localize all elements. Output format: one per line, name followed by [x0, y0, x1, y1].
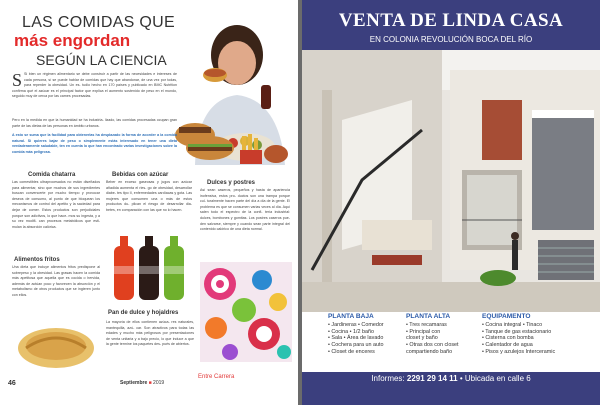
planta-baja-item: • Closet de enceres: [328, 348, 375, 355]
equipamento-item: • Cocina integral • Tinaco: [482, 321, 543, 328]
soda-bottles-image: [106, 232, 192, 302]
paragraph-bebidas: Beber en exceso gaseosas y jugos con azúcar añadida aumenta el ries- go de obesidad, desarrollar diabe- tes tipo II, enfermedades cardíacas y gota. Las mujeres que consumen una o más de estos productos du- plican el riesgo de desarrollar dia- betes, en comparación con las que no lo hacen.: [106, 180, 192, 212]
equipamento-item: • Calentador de agua: [482, 342, 533, 349]
planta-alta-item: • Otras dos con closet: [406, 342, 459, 349]
planta-baja-item: • Jardineras • Comedor: [328, 321, 384, 328]
intro-paragraph-2: Pero en la medida en que la humanidad se ha industria- lizado, las comidas procesadas ocupan gran parte de las dietas de las personas en ámbito urbanos.: [12, 118, 177, 128]
contact-phone: 2291 29 14 11: [406, 374, 458, 383]
title-line-2: más engordan: [14, 31, 131, 50]
page-number: 46: [8, 380, 16, 387]
magazine-logo: Entre Carrera: [198, 374, 235, 380]
heading-comida-chatarra: Comida chatarra: [28, 172, 76, 178]
features-panel: [302, 312, 600, 372]
planta-baja-heading: PLANTA BAJA: [328, 313, 374, 320]
planta-baja-item: • Cocina • 1/2 baño: [328, 328, 375, 335]
planta-baja-block: [328, 314, 384, 356]
equipamento-heading: EQUIPAMENTO: [482, 313, 531, 320]
ad-subtitle: EN COLONIA REVOLUCIÓN BOCA DEL RÍO: [369, 35, 533, 44]
planta-alta-heading: PLANTA ALTA: [406, 313, 451, 320]
planta-alta-item: compartiendo baño: [406, 348, 453, 355]
paragraph-dulces: Así sean caseros, pequeños y hasta de apariencia inofensiva, estos pro- ductos son una trampa porque cul- turalmente hacen parte del día a día de la gente. El problema es que se consumen varias veces al día. Aquí salen todo el espectro de la confi- tería industrial: dulces, bombones y gomitas. Los postres caseros pue- den salvarse, siempre y cuando sean parte integral del contenido calórico de una dieta normal.: [200, 188, 290, 232]
footer-date: Septiembre ■ 2019: [120, 380, 165, 386]
equipamento-block: [482, 314, 555, 356]
burger-fries-image: [180, 130, 290, 165]
equipamento-item: • Pisos y azulejos Interceramic: [482, 348, 556, 355]
heading-alimentos-fritos: Alimentos fritos: [14, 257, 60, 263]
fried-food-image: [12, 318, 100, 373]
ad-title: VENTA DE LINDA CASA: [338, 10, 564, 31]
candies-image: [200, 262, 292, 362]
paragraph-fritos: Una dieta que incluye alimentos fritos predispone al sobrepeso y la obesidad. Las grasas hacen la comida más apetitosa que aquella que es cocida o hervida, además de actúan poco y favorecen la absorción y el metabolismo de otros productos que se ingieren junto con ellos.: [12, 265, 100, 297]
heading-pan-dulce: Pan de dulce y hojaldres: [108, 310, 179, 316]
equipamento-item: • Tanque de gas estacionario: [482, 328, 552, 335]
title-line-1: LAS COMIDAS QUE: [22, 14, 175, 31]
planta-baja-item: • Cochera para un auto: [328, 342, 384, 349]
heading-dulces: Dulces y postres: [207, 180, 256, 186]
planta-baja-item: • Sala • Área de lavado: [328, 335, 384, 342]
intro-paragraph-3: A esto se suma que la facilidad para obtenerlas ha desplazado la forma de acceder a la comida natural. Si quieres bajar de peso o simplemente estás interesado en tener una dieta verdaderamente saludable, ten en cuenta lo que han encontrado varias investigaciones sobre la comida más peligrosa.: [12, 133, 177, 154]
equipamento-item: • Cisterna con bomba: [482, 335, 534, 342]
left-page: [0, 0, 298, 405]
title-line-3: SEGÚN LA CIENCIA: [36, 52, 167, 68]
planta-alta-block: [406, 314, 459, 356]
paragraph-chatarra: Las comestibles ultraprocesados no están diseñados para alimentar, sino que muchos de sus ingredientes buscan convencerte por mucho tiempo y provocar deseos de consumo, al punto de que bloquean los mecanismos de control del apetito y la saciedad para dejar de comer. Estos productos son perjudiciales porque son adictivos, lo que hace- mos su ingesta, y a su vez modifi- can procesos metabólicos que esti- mulan la absorción calórica.: [12, 180, 100, 229]
planta-alta-item: • Tres recamaras: [406, 321, 447, 328]
intro-paragraph: S Si bien un régimen alimentario se debe construir a partir de las necesidades e intereses de cada persona, sí se puede hablar de comidas que hay que abandonar, de una vez por todas, para reperder la obesidad. Un es- tudio hecho en 170 países y publicado en BMC Nutrition confirma qué el azúcar es el principal factor que explica el aumento sostenido de peso en el mundo, seguido muy de cerca por las carnes procesadas.: [12, 70, 177, 99]
planta-alta-item: closet y baño: [406, 335, 438, 342]
contact-info: Informes: 2291 29 14 11 • Ubicada en calle 6: [371, 374, 531, 383]
dropcap: S: [12, 70, 23, 90]
heading-bebidas: Bebidas con azúcar: [112, 172, 169, 178]
paragraph-pan: La mayoría de ellos contienen azúca- res naturales, mantequilla, azú- car. Son atractivos para todas las edades y mucho más peligrosos por presentaciones de venta unitaria y a bajo precio, lo que induce a que la gente termine los paquetes des- pués de abiertos.: [106, 320, 194, 347]
house-photo: [302, 50, 600, 312]
planta-alta-item: • Principal con: [406, 328, 441, 335]
right-page: [302, 0, 600, 405]
